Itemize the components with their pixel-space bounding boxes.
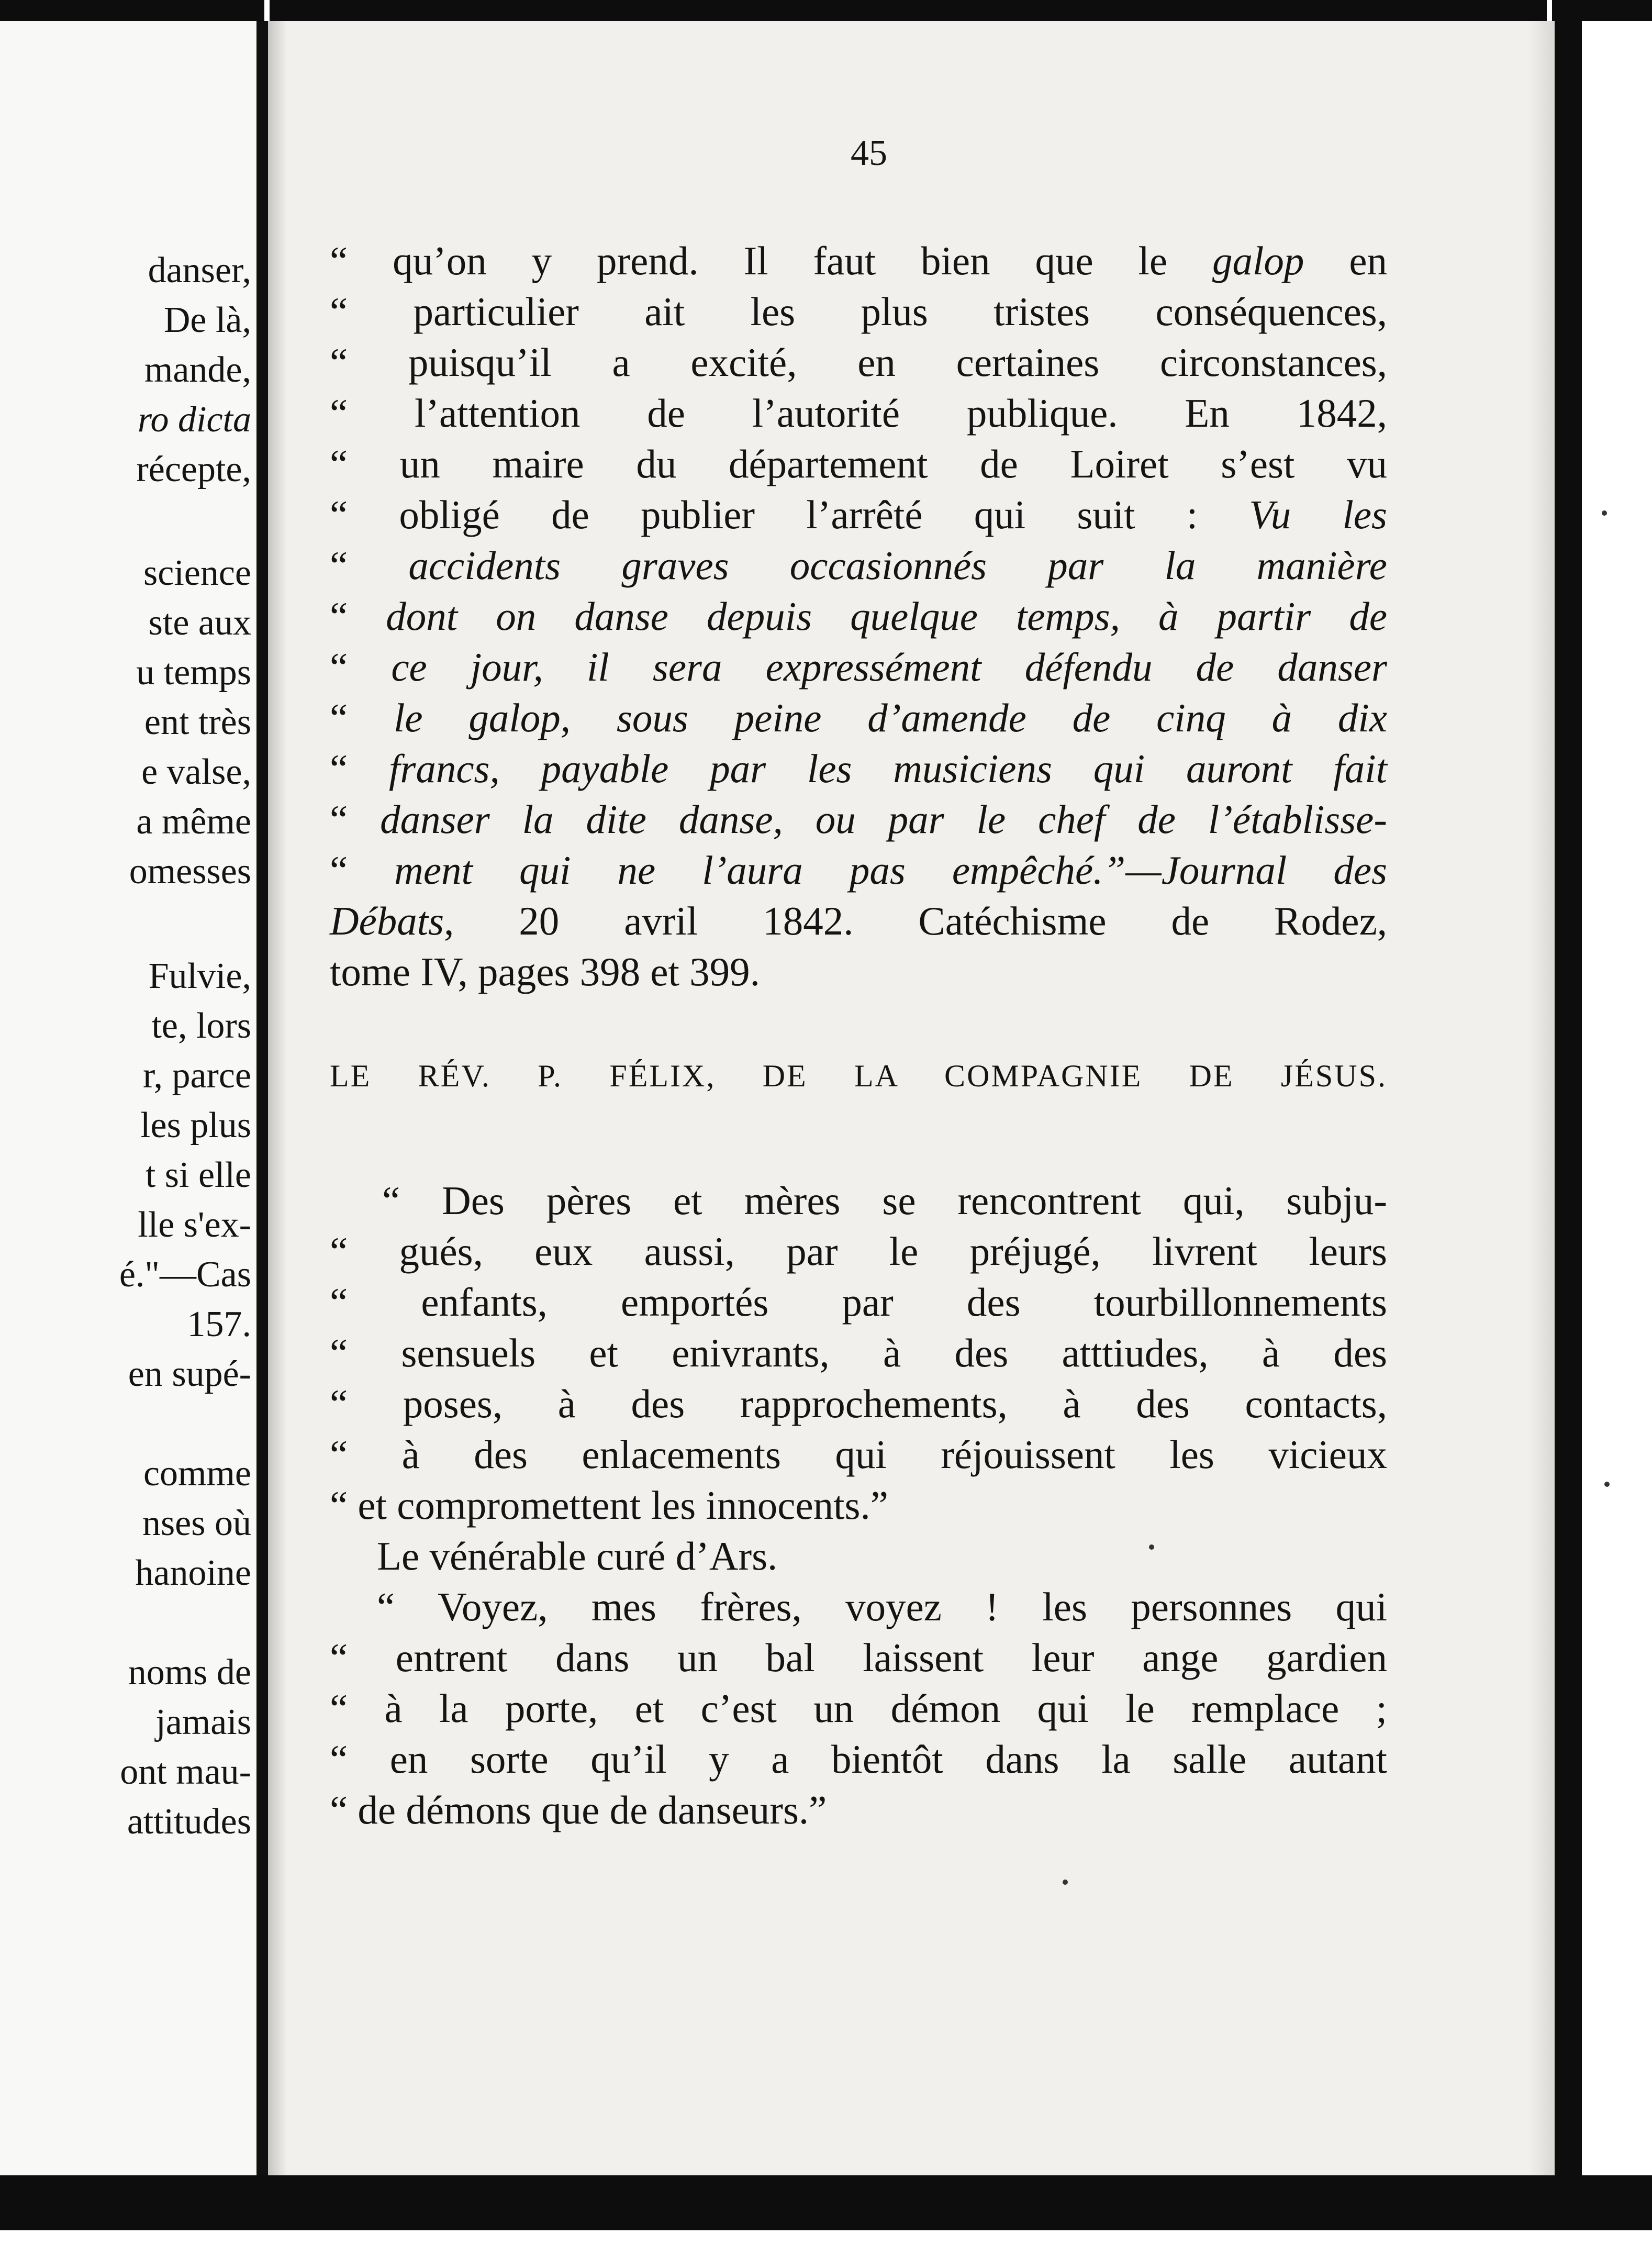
scan-speck xyxy=(1604,1482,1610,1487)
left-line: ent très xyxy=(144,702,251,742)
text-line: Débats, 20 avril 1842. Catéchisme de Rodez, xyxy=(330,898,1387,943)
text-line: “ le galop, sous peine d’amende de cinq à dix xyxy=(330,695,1387,740)
text-line: “ ment qui ne l’aura pas empêché.”—Journal des xyxy=(330,848,1387,893)
scan-speck xyxy=(1063,1880,1068,1885)
text-line: “ qu’on y prend. Il faut bien que le galop en xyxy=(330,238,1387,283)
text-line: “ accidents graves occasionnés par la manière xyxy=(330,543,1387,588)
text-line: “ de démons que de danseurs.” xyxy=(330,1787,827,1832)
text-line: “ Voyez, mes frères, voyez ! les personnes qui xyxy=(377,1584,1387,1629)
left-page-fragment xyxy=(0,21,256,2175)
left-line: hanoine xyxy=(135,1553,251,1593)
left-line: en supé- xyxy=(128,1354,251,1394)
text-line: “ danser la dite danse, ou par le chef de l’établisse- xyxy=(330,797,1387,842)
page-gutter xyxy=(256,21,268,2175)
left-line: mande, xyxy=(144,350,251,390)
text-line: Le vénérable curé d’Ars. xyxy=(377,1533,778,1578)
scan-top-tick xyxy=(1547,0,1552,21)
left-line: u temps xyxy=(136,652,251,693)
left-line: t si elle xyxy=(145,1155,251,1195)
left-line: danser, xyxy=(148,250,251,291)
left-line: omesses xyxy=(129,851,251,892)
left-line: é."—Cas xyxy=(119,1254,251,1295)
scan-top-border xyxy=(0,0,1652,21)
left-line: récepte, xyxy=(136,449,251,490)
ars-quotation xyxy=(330,1531,1387,1836)
text-line: “ sensuels et enivrants, à des atttiudes, à des xyxy=(330,1330,1387,1375)
page-number: 45 xyxy=(851,133,887,173)
page-shadow xyxy=(268,21,287,2175)
text-line: “ à des enlacements qui réjouissent les vicieux xyxy=(330,1432,1387,1477)
text-line: “ et compromettent les innocents.” xyxy=(330,1483,888,1528)
left-line: a même xyxy=(136,802,251,842)
text-line: “ dont on danse depuis quelque temps, à partir de xyxy=(330,594,1387,639)
left-line: jamais xyxy=(155,1702,251,1742)
text-line: “ gués, eux aussi, par le préjugé, livrent leurs xyxy=(330,1229,1387,1274)
left-line: 157. xyxy=(187,1304,251,1344)
text-line: “ entrent dans un bal laissent leur ange gardien xyxy=(330,1635,1387,1680)
scan-bottom-border xyxy=(0,2175,1652,2230)
text-line: “ obligé de publier l’arrêté qui suit : Vu les xyxy=(330,492,1387,537)
left-line: lle s'ex- xyxy=(138,1205,251,1245)
text-line: “ poses, à des rapprochements, à des contacts, xyxy=(330,1381,1387,1426)
text-line: “ ce jour, il sera expressément défendu de danser xyxy=(330,644,1387,690)
section-heading: LE RÉV. P. FÉLIX, DE LA COMPAGNIE DE JÉSUS. xyxy=(330,1059,1387,1093)
text-line: “ francs, payable par les musiciens qui auront fait xyxy=(330,746,1387,791)
text-line: “ l’attention de l’autorité publique. En 1842, xyxy=(330,391,1387,436)
left-line: e valse, xyxy=(141,752,251,792)
text-line: tome IV, pages 398 et 399. xyxy=(330,949,760,994)
quotation-paragraph xyxy=(330,236,1387,997)
scan-speck xyxy=(1602,510,1607,516)
page-edge-shade xyxy=(1528,21,1555,2175)
left-line: nses où xyxy=(142,1503,251,1543)
text-line: “ enfants, emportés par des tourbillonnements xyxy=(330,1280,1387,1325)
left-line: Fulvie, xyxy=(148,956,251,996)
scan-top-tick xyxy=(264,0,270,21)
text-line: “ en sorte qu’il y a bientôt dans la salle autant xyxy=(330,1737,1387,1782)
text-line: “ à la porte, et c’est un démon qui le remplace ; xyxy=(330,1686,1387,1731)
left-line: De là, xyxy=(163,300,251,340)
scan-right-border xyxy=(1555,0,1582,2230)
left-line: les plus xyxy=(140,1105,251,1146)
left-line: noms de xyxy=(128,1652,251,1693)
left-line: science xyxy=(143,553,251,593)
left-line: r, parce xyxy=(142,1055,251,1096)
left-line: ont mau- xyxy=(120,1752,251,1792)
text-line: “ particulier ait les plus tristes conséquences, xyxy=(330,289,1387,334)
left-line: comme xyxy=(143,1453,251,1494)
scan-speck xyxy=(1149,1544,1154,1550)
left-line: attitudes xyxy=(127,1802,251,1842)
left-line: ro dicta xyxy=(137,399,251,440)
left-line: ste aux xyxy=(148,603,251,643)
left-line: te, lors xyxy=(151,1006,251,1046)
felix-quotation xyxy=(330,1175,1387,1531)
text-line: “ Des pères et mères se rencontrent qui, subju- xyxy=(382,1178,1387,1223)
text-line: “ puisqu’il a excité, en certaines circonstances, xyxy=(330,340,1387,385)
text-line: “ un maire du département de Loiret s’est vu xyxy=(330,441,1387,486)
